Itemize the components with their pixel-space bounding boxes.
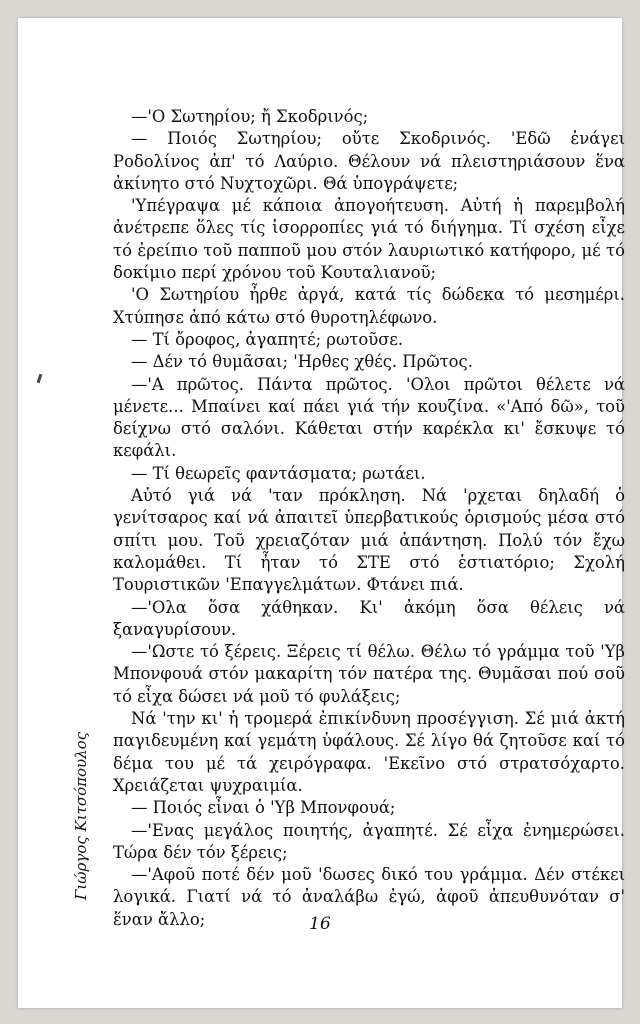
paragraph: Αὐτό γιά νά 'ταν πρόκληση. Νά 'ρχεται δηλαδή ὁ γενίτσαρος καί νά ἀπαιτεῖ ὑπερβατικούς ὁρισμούς μέσα στό σπίτι μου. Τοῦ χρειαζόταν μιά ἀπάντηση. Πολύ τόν ἔχω καλομάθει. Τί ἦταν τό ΣΤΕ στό ἑστιατόριο; Σχολή Τουριστικῶν 'Επαγγελμάτων. Φτάνει πιά. [113,486,625,595]
paragraph: — Τί ὄροφος, ἀγαπητέ; ρωτοῦσε. [131,329,404,349]
paragraph: 'Ο Σωτηρίου ἦρθε ἀργά, κατά τίς δώδεκα τό μεσημέρι. Χτύπησε ἀπό κάτω στό θυροτηλέφωνο. [113,285,625,327]
paragraph: — Τί θεωρεῖς φαντάσματα; ρωτάει. [131,463,426,483]
page-number: 16 [309,914,331,934]
paragraph: —'Ο Σωτηρίου; ἤ Σκοδρινός; [131,107,369,126]
paragraph: — Δέν τό θυμᾶσαι; 'Ηρθες χθές. Πρῶτος. [131,352,473,372]
margin-mark [37,374,43,383]
paragraph: —'Α πρῶτος. Πάντα πρῶτος. 'Ολοι πρῶτοι θέλετε νά μένετε... Μπαίνει καί πάει γιά τήν κουζίνα. «'Από δῶ», τοῦ δείχνω στό σαλόνι. Κάθεται στήν καρέκλα κι' ἔσκυψε τό κεφάλι. [113,374,625,461]
paragraph: 'Υπέγραψα μέ κάποια ἀπογοήτευση. Αὐτή ἡ παρεμβολή ἀνέτρεπε ὅλες τίς ἰσορροπίες γιά τό διήγημα. Τί σχέση εἶχε τό ἐρείπιο τοῦ παπποῦ μου στόν λαυριωτικό κατήφορο, μέ τό δοκίμιο περί χρόνου τοῦ Κουταλιανοῦ; [113,196,625,283]
book-page [18,18,625,1008]
paragraph: — Ποιός εἶναι ὁ 'Υβ Μπονφουά; [131,798,396,818]
paragraph: — Ποιός Σωτηρίου; οὔτε Σκοδρινός. 'Εδῶ ἐνάγει Ροδολίνος ἀπ' τό Λαύριο. Θέλουν νά πλειστηριάσουν ἕνα ἀκίνητο στό Νυχτοχῶρι. Θά ὑπογράψετε; [113,129,625,193]
paragraph: Νά 'την κι' ἡ τρομερά ἐπικίνδυνη προσέγγιση. Σέ μιά ἀκτή παγιδευμένη καί γεμάτη ὑφάλους. Σέ λίγο θά ζητοῦσε καί τό δέμα του μέ τά χειρόγραφα. 'Εκεῖνο στό στρατσόχαρτο. Χρειάζεται ψυχραιμία. [113,709,625,795]
paragraph: —'Ενας μεγάλος ποιητής, ἀγαπητέ. Σέ εἶχα ἐνημερώσει. Τώρα δέν τόν ξέρεις; [113,820,625,862]
paragraph: —'Ωστε τό ξέρεις. Ξέρεις τί θέλω. Θέλω τό γράμμα τοῦ 'Υβ Μπονφουά στόν μακαρίτη τόν πατέρα της. Θυμᾶσαι πού σοῦ τό εἶχα δώσει νά μοῦ τό φυλάξεις; [113,642,625,706]
author-running-head: Γιώργος Κιτσόπουλος [72,731,90,900]
body-text [113,106,625,931]
paragraph: —'Αφοῦ ποτέ δέν μοῦ 'δωσες δικό του γράμμα. Δέν στέκει λογικά. Γιατί νά τό ἀναλάβω ἐγώ, ἀφοῦ ἀπευθυνόταν σ' ἕναν ἄλλο; [113,865,625,929]
paragraph: —'Ολα ὅσα χάθηκαν. Κι' ἀκόμη ὅσα θέλεις νά ξαναγυρίσουν. [113,597,625,639]
